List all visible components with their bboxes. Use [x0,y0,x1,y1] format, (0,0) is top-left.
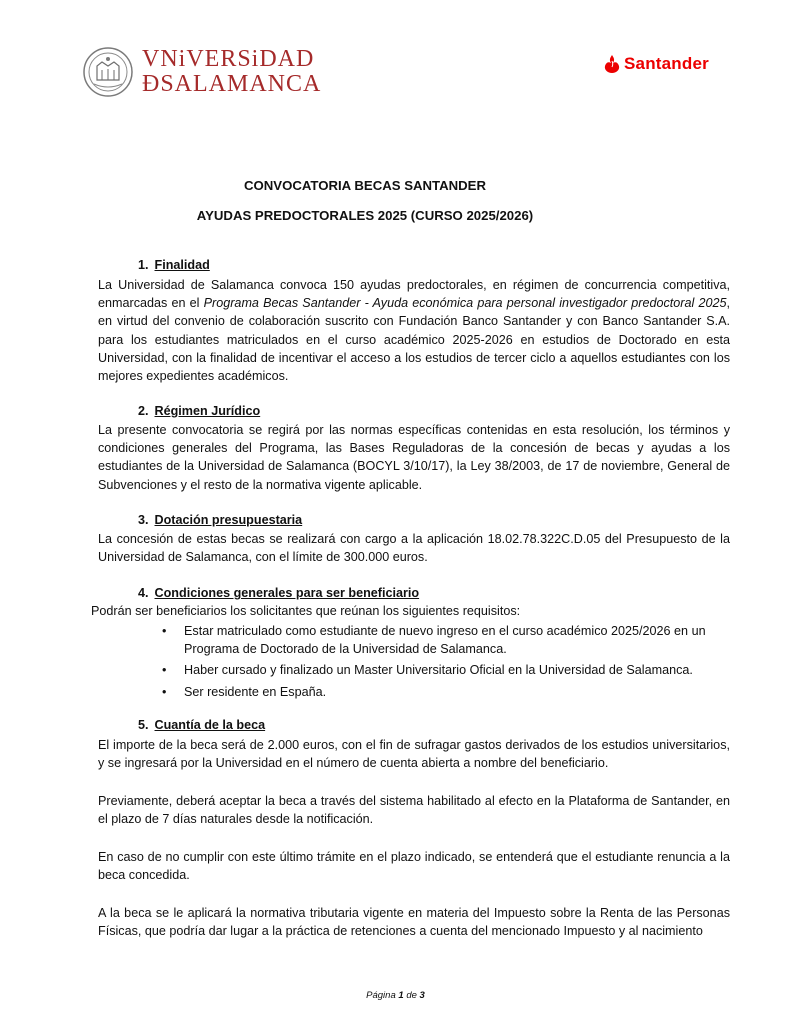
section-heading-condiciones [138,586,419,600]
list-item [162,683,732,701]
university-wordmark-line2: ÐSALAMANCA [142,71,322,97]
list-item [162,661,732,679]
section-paragraph-dotacion: La concesión de estas becas se realizará con cargo a la aplicación 18.02.78.322C.D.05 del Presupuesto de la Universidad de Salamanca, con el límite de 300.000 euros. [98,532,730,565]
section-title: Régimen Jurídico [154,404,261,418]
list-item-text: Estar matriculado como estudiante de nuevo ingreso en el curso académico 2025/2026 en un Programa de Doctorado de la Universidad de Salamanca. [184,624,706,657]
paragraph-text: , en virtud del convenio de colaboración suscrito con Fundación Banco Santander y con Banco Santander S.A. para los estudiantes matriculados en el curso académico 2025-2026 en estudios de Doctorado en esta Universidad, con la finalidad de incentivar el acceso a los estudios de tercer ciclo a aquellos estudiantes con los mejores expedientes académicos. [98,296,730,384]
section-number: 2. [138,404,149,418]
section-title: Cuantía de la beca [154,718,266,732]
bullet-icon: • [162,663,167,678]
section-number: 3. [138,513,149,527]
section-heading-cuantia [138,718,265,732]
section-paragraph-finalidad [98,276,730,385]
section-paragraph-regimen: La presente convocatoria se regirá por las normas específicas contenidas en esta resolución, los términos y condiciones generales del Programa, las Bases Reguladoras de la concesión de becas y ayudas a los estudiantes de la Universidad de Salamanca (BOCYL 3/10/17), la Ley 38/2003, de 17 de noviembre, General de Subvenciones y el resto de la normativa vigente aplicable. [98,423,730,492]
document-title: CONVOCATORIA BECAS SANTANDER [243,178,487,193]
university-logo [82,44,321,100]
santander-flame-icon [604,55,620,73]
list-item-text: Ser residente en España. [184,684,327,699]
paragraph-text: La Universidad de Salamanca convoca 150 ayudas predoctorales, en régimen de concurrencia competitiva, enmarcadas en el [98,278,730,311]
section-paragraph-cuantia-2: Previamente, deberá aceptar la beca a través del sistema habilitado al efecto en la Plataforma de Santander, en el plazo de 7 días naturales desde la notificación. [98,794,730,827]
santander-wordmark: Santander [624,54,709,73]
section-title: Condiciones generales para ser beneficiario [154,586,420,600]
section-title: Dotación presupuestaria [154,513,303,527]
university-wordmark [142,47,321,97]
section-paragraph-cuantia-4: A la beca se le aplicará la normativa tributaria vigente en materia del Impuesto sobre la Renta de las Personas Físicas, que podría dar lugar a la práctica de retenciones a cuenta del mencionado Impuesto y al nacimiento [98,906,730,939]
program-name-italic: Programa Becas Santander - Ayuda económica para personal investigador predoctoral 2025 [203,296,727,311]
section-heading-dotacion [138,513,302,527]
section-number: 1. [138,258,149,272]
section-number: 4. [138,586,149,600]
bullet-icon: • [162,684,167,699]
page-label: Página [366,990,396,1001]
section-paragraph-cuantia-1: El importe de la beca será de 2.000 euros, con el fin de sufragar gastos derivados de los estudios universitarios, y se ingresará por la Universidad en el número de cuenta abierta a nombre del beneficiario. [98,738,730,771]
section-heading-regimen [138,404,260,418]
university-seal-icon [82,46,134,98]
university-wordmark-line1: VNiVERSiDAD [142,46,315,72]
page-total: 3 [419,990,425,1001]
santander-logo [604,54,709,74]
section-paragraph-cuantia-3: En caso de no cumplir con este último trámite en el plazo indicado, se entenderá que el estudiante renuncia a la beca concedida. [98,850,730,883]
section-title: Finalidad [154,258,210,272]
section-heading-finalidad [138,258,210,272]
section-number: 5. [138,718,149,732]
requirements-intro: Podrán ser beneficiarios los solicitantes que reúnan los siguientes requisitos: [91,604,521,618]
requirements-list [162,622,732,704]
page-footer [0,990,791,1001]
list-item-text: Haber cursado y finalizado un Master Universitario Oficial en la Universidad de Salamanca. [184,663,693,678]
document-subtitle: AYUDAS PREDOCTORALES 2025 (CURSO 2025/2026) [196,208,534,223]
page-of: de [406,990,417,1001]
page-current: 1 [398,990,404,1001]
bullet-icon: • [162,624,167,638]
list-item [162,622,732,658]
